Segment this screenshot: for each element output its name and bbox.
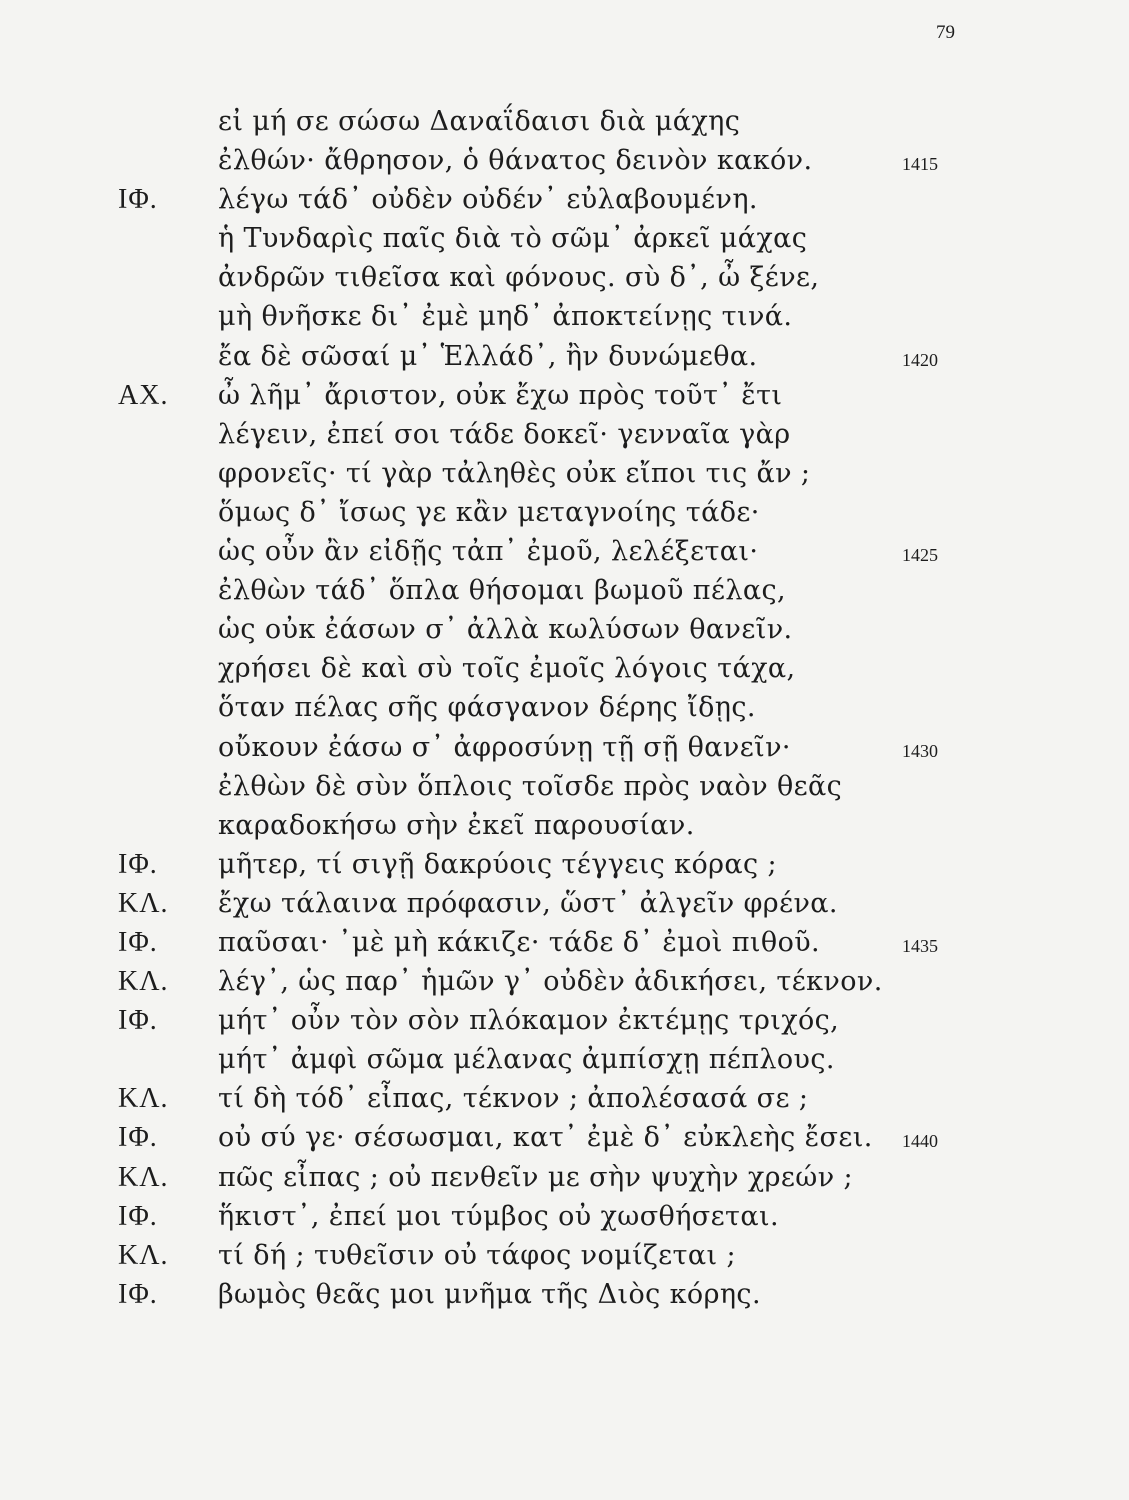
verse-text: λέγειν, ἐπεί σοι τάδε δοκεῖ· γενναῖα γὰρ [218, 418, 791, 450]
verse-line [0, 102, 1129, 141]
speaker-label: ΙΦ. [118, 1278, 158, 1310]
speaker-label: ΙΦ. [118, 926, 158, 958]
verse-line [0, 649, 1129, 688]
line-number: 1440 [902, 1131, 938, 1152]
verse-line [0, 493, 1129, 532]
line-number: 1430 [902, 740, 938, 761]
verse-line [0, 1118, 1129, 1157]
verse-text: ἡ Τυνδαρὶς παῖς διὰ τὸ σῶμ᾽ ἀρκεῖ μάχας [218, 223, 808, 255]
speaker-label: ΚΛ. [118, 1083, 169, 1115]
speaker-label: ΚΛ. [118, 966, 169, 998]
verse-line [0, 767, 1129, 806]
verse-line [0, 1236, 1129, 1275]
verse-line [0, 1040, 1129, 1079]
speaker-label: ΚΛ. [118, 1239, 169, 1271]
speaker-label: ΙΦ. [118, 184, 158, 216]
line-number: 1435 [902, 935, 938, 956]
verse-line [0, 219, 1129, 258]
verse-block [0, 102, 1129, 1314]
verse-line [0, 610, 1129, 649]
verse-line [0, 141, 1129, 180]
verse-line [0, 258, 1129, 297]
verse-text: ἔα δὲ σῶσαί μ᾽ Ἑλλάδ᾽, ἢν δυνώμεθα. [218, 340, 758, 372]
verse-line [0, 1197, 1129, 1236]
verse-text: λέγω τάδ᾽ οὐδὲν οὐδέν᾽ εὐλαβουμένη. [218, 184, 758, 216]
verse-text: μήτ᾽ ἀμφὶ σῶμα μέλανας ἀμπίσχῃ πέπλους. [218, 1044, 835, 1076]
verse-text: λέγ᾽, ὡς παρ᾽ ἡμῶν γ᾽ οὐδὲν ἀδικήσει, τέκνον. [218, 966, 883, 998]
verse-text: ἐλθών· ἄθρησον, ὁ θάνατος δεινὸν κακόν. [218, 145, 813, 177]
verse-text: ἀνδρῶν τιθεῖσα καὶ φόνους. σὺ δ᾽, ὦ ξένε, [218, 262, 820, 294]
page-number: 79 [936, 22, 955, 43]
verse-text: φρονεῖς· τί γὰρ τἀληθὲς οὐκ εἴποι τις ἄν ; [218, 457, 811, 489]
speaker-label: ΙΦ. [118, 848, 158, 880]
verse-text: μὴ θνῆσκε δι᾽ ἐμὲ μηδ᾽ ἀποκτείνῃς τινά. [218, 301, 793, 333]
verse-text: ἔχω τάλαινα πρόφασιν, ὥστ᾽ ἀλγεῖν φρένα. [218, 887, 838, 919]
verse-line [0, 728, 1129, 767]
verse-text: ἐλθὼν τάδ᾽ ὅπλα θήσομαι βωμοῦ πέλας, [218, 575, 786, 607]
verse-text: καραδοκήσω σὴν ἐκεῖ παρουσίαν. [218, 809, 695, 841]
verse-line [0, 571, 1129, 610]
verse-line [0, 1275, 1129, 1314]
verse-line [0, 688, 1129, 727]
verse-text: μήτ᾽ οὖν τὸν σὸν πλόκαμον ἐκτέμῃς τριχός, [218, 1005, 840, 1037]
verse-text: οὐ σύ γε· σέσωσμαι, κατ᾽ ἐμὲ δ᾽ εὐκλεὴς ἔσει. [218, 1122, 873, 1154]
verse-line [0, 297, 1129, 336]
line-number: 1415 [902, 154, 938, 175]
speaker-label: ΚΛ. [118, 1161, 169, 1193]
verse-text: τί δή ; τυθεῖσιν οὐ τάφος νομίζεται ; [218, 1239, 736, 1271]
verse-text: ὦ λῆμ᾽ ἄριστον, οὐκ ἔχω πρὸς τοῦτ᾽ ἔτι [218, 379, 783, 411]
verse-text: πῶς εἶπας ; οὐ πενθεῖν με σὴν ψυχὴν χρεών ; [218, 1161, 853, 1193]
verse-line [0, 415, 1129, 454]
speaker-label: ΙΦ. [118, 1122, 158, 1154]
verse-text: ὅμως δ᾽ ἴσως γε κἂν μεταγνοίης τάδε· [218, 496, 760, 528]
verse-text: βωμὸς θεᾶς μοι μνῆμα τῆς Διὸς κόρης. [218, 1278, 761, 1310]
verse-line [0, 376, 1129, 415]
verse-text: χρήσει δὲ καὶ σὺ τοῖς ἐμοῖς λόγοις τάχα, [218, 653, 796, 685]
verse-text: οὔκουν ἐάσω σ᾽ ἀφροσύνῃ τῇ σῇ θανεῖν· [218, 731, 791, 763]
verse-text: παῦσαι· ᾽μὲ μὴ κάκιζε· τάδε δ᾽ ἐμοὶ πιθοῦ. [218, 926, 821, 958]
verse-line [0, 884, 1129, 923]
speaker-label: ΑΧ. [118, 379, 169, 411]
speaker-label: ΚΛ. [118, 887, 169, 919]
verse-text: μῆτερ, τί σιγῇ δακρύοις τέγγεις κόρας ; [218, 848, 778, 880]
speaker-label: ΙΦ. [118, 1005, 158, 1037]
verse-line [0, 1001, 1129, 1040]
verse-line [0, 1079, 1129, 1118]
verse-text: ὡς οὐκ ἐάσων σ᾽ ἀλλὰ κωλύσων θανεῖν. [218, 614, 793, 646]
line-number: 1425 [902, 545, 938, 566]
line-number: 1420 [902, 349, 938, 370]
verse-line [0, 180, 1129, 219]
verse-text: εἰ μή σε σώσω Δαναΐδαισι διὰ μάχης [218, 106, 741, 137]
verse-text: ἥκιστ᾽, ἐπεί μοι τύμβος οὐ χωσθήσεται. [218, 1200, 779, 1232]
verse-line [0, 923, 1129, 962]
verse-line [0, 1158, 1129, 1197]
verse-line [0, 454, 1129, 493]
verse-line [0, 532, 1129, 571]
verse-text: ἐλθὼν δὲ σὺν ὅπλοις τοῖσδε πρὸς ναὸν θεᾶς [218, 770, 843, 802]
verse-line [0, 845, 1129, 884]
verse-line [0, 337, 1129, 376]
verse-text: ὡς οὖν ἂν εἰδῇς τἀπ᾽ ἐμοῦ, λελέξεται· [218, 536, 759, 568]
verse-text: τί δὴ τόδ᾽ εἶπας, τέκνον ; ἀπολέσασά σε ; [218, 1083, 809, 1115]
speaker-label: ΙΦ. [118, 1200, 158, 1232]
verse-text: ὅταν πέλας σῆς φάσγανον δέρης ἴδῃς. [218, 692, 756, 724]
verse-line [0, 962, 1129, 1001]
verse-line [0, 806, 1129, 845]
